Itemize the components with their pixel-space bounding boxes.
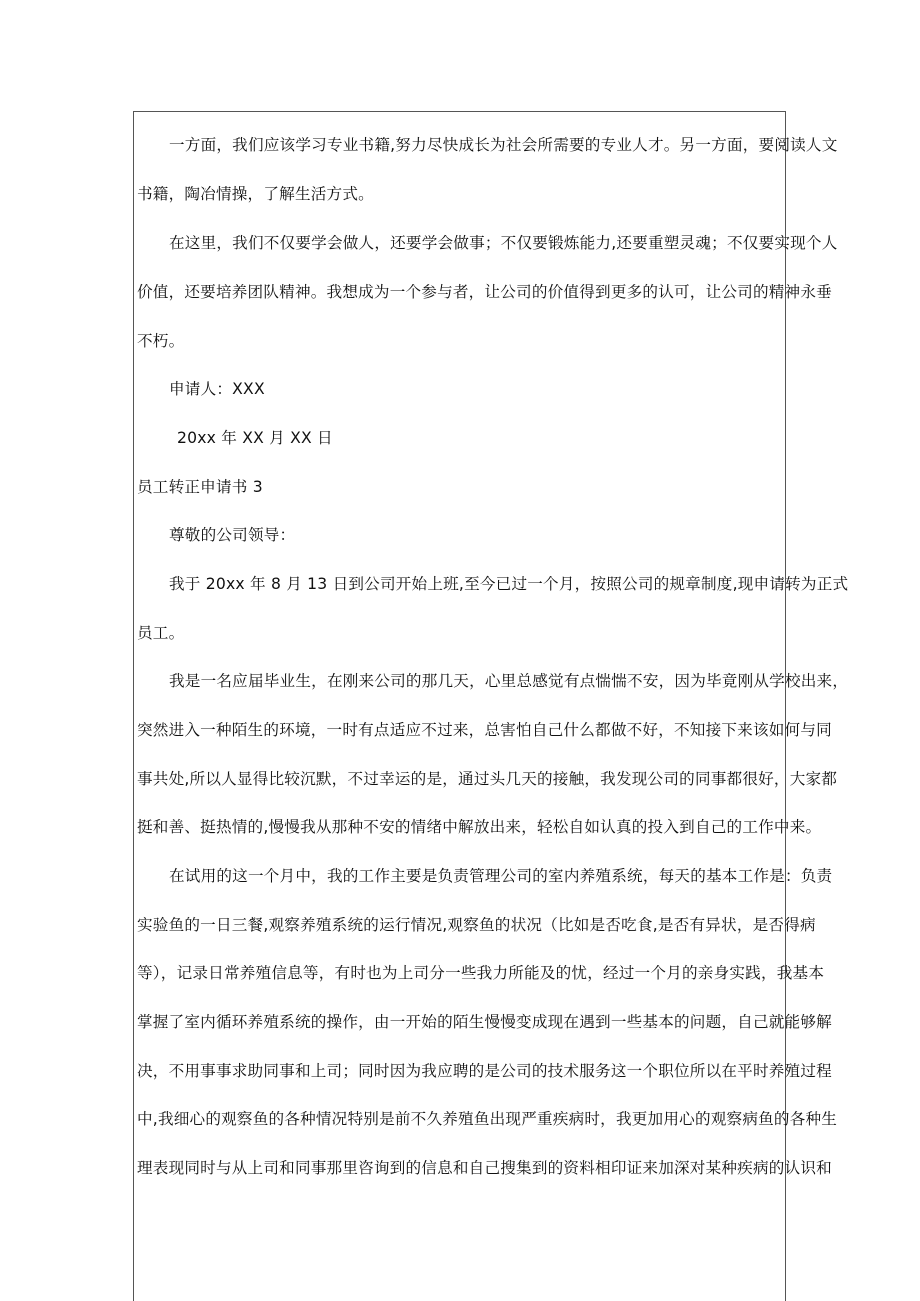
paragraph-line: 员工。 <box>137 624 185 642</box>
paragraph-line: 我于 20xx 年 8 月 13 日到公司开始上班,至今已过一个月，按照公司的规章制度,现申请转为正式 <box>169 575 849 593</box>
paragraph-line: 理表现同时与从上司和同事那里咨询到的信息和自己搜集到的资料相印证来加深对某种疾病的认识和 <box>137 1159 832 1177</box>
paragraph-line: 中,我细心的观察鱼的各种情况特别是前不久养殖鱼出现严重疾病时，我更加用心的观察病鱼的各种生 <box>137 1110 838 1128</box>
paragraph-line: 在这里，我们不仅要学会做人，还要学会做事；不仅要锻炼能力,还要重塑灵魂；不仅要实现个人 <box>169 234 838 252</box>
paragraph-line: 书籍，陶冶情操，了解生活方式。 <box>137 185 374 203</box>
paragraph-line: 我是一名应届毕业生，在刚来公司的那几天，心里总感觉有点惴惴不安，因为毕竟刚从学校出来， <box>169 672 849 690</box>
paragraph-line: 在试用的这一个月中，我的工作主要是负责管理公司的室内养殖系统，每天的基本工作是：负责 <box>169 867 833 885</box>
applicant-line: 申请人：XXX <box>169 380 265 398</box>
paragraph-line: 价值，还要培养团队精神。我想成为一个参与者，让公司的价值得到更多的认可，让公司的精神永垂 <box>137 283 832 301</box>
date-line: 20xx 年 XX 月 XX 日 <box>177 429 333 447</box>
paragraph-line: 决，不用事事求助同事和上司；同时因为我应聘的是公司的技术服务这一个职位所以在平时养殖过程 <box>137 1062 832 1080</box>
section-title: 员工转正申请书 3 <box>137 478 263 496</box>
paragraph-line: 实验鱼的一日三餐,观察养殖系统的运行情况,观察鱼的状况（比如是否吃食,是否有异状，是否得病 <box>137 916 816 934</box>
paragraph-line: 挺和善、挺热情的,慢慢我从那种不安的情绪中解放出来，轻松自如认真的投入到自己的工作中来。 <box>137 818 822 836</box>
paragraph-line: 突然进入一种陌生的环境，一时有点适应不过来，总害怕自己什么都做不好，不知接下来该如何与同 <box>137 721 832 739</box>
paragraph-line: 不朽。 <box>137 332 185 350</box>
paragraph-line: 一方面，我们应该学习专业书籍,努力尽快成长为社会所需要的专业人才。另一方面，要阅读人文 <box>169 136 838 154</box>
paragraph-line: 事共处,所以人显得比较沉默，不过幸运的是，通过头几天的接触，我发现公司的同事都很好，大家都 <box>137 770 838 788</box>
paragraph-line: 等），记录日常养殖信息等，有时也为上司分一些我力所能及的忧，经过一个月的亲身实践，我基本 <box>137 964 825 982</box>
paragraph-line: 掌握了室内循环养殖系统的操作，由一开始的陌生慢慢变成现在遇到一些基本的问题，自己就能够解 <box>137 1013 832 1031</box>
salutation: 尊敬的公司领导： <box>169 526 296 544</box>
